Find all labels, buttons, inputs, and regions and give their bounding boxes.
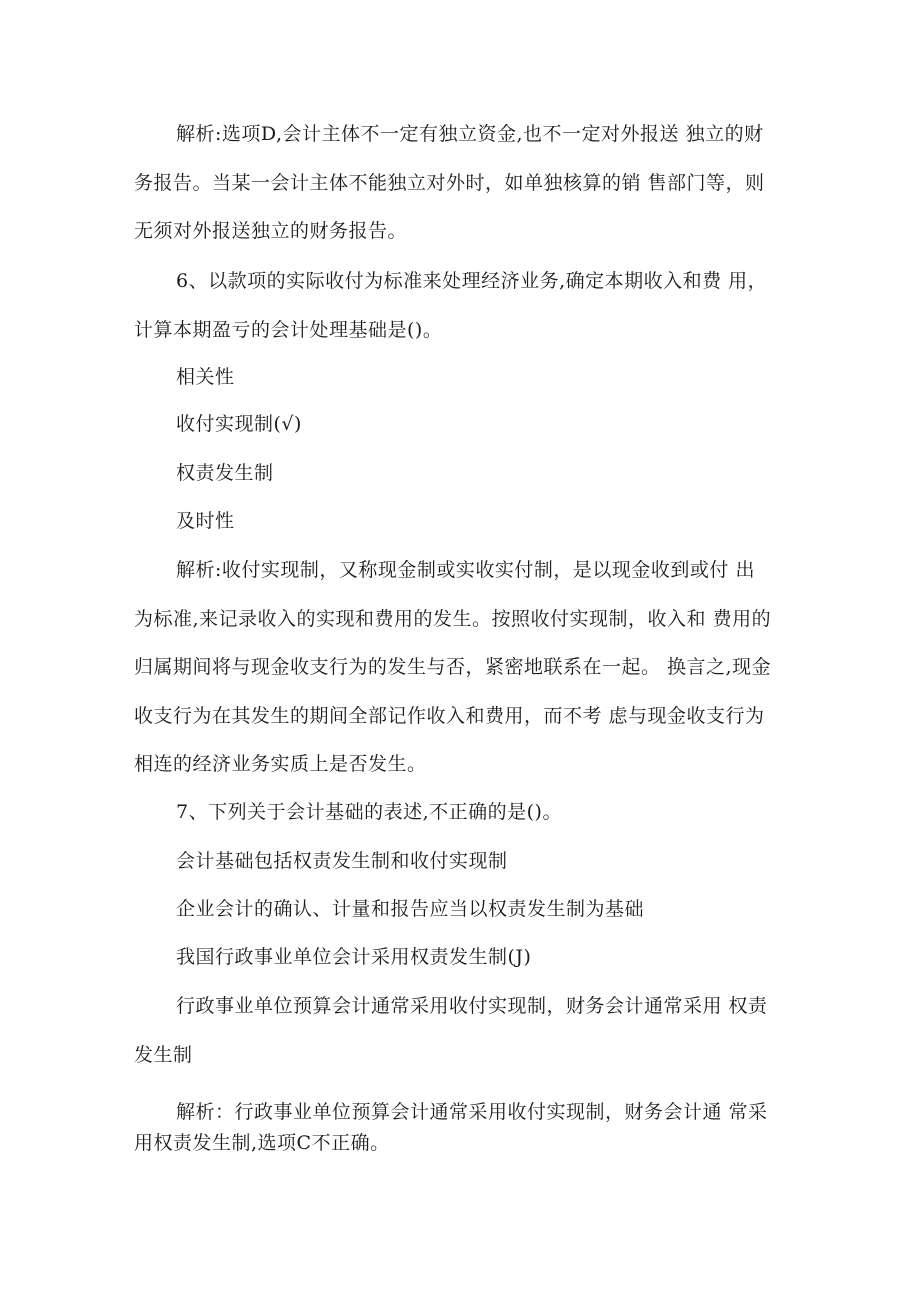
- explanation-6-line-4: 收支行为在其发生的期间全部记作收入和费用，而不考 虑与现金收支行为: [134, 705, 765, 727]
- explanation-6-line-2: 为标准,来记录收入的实现和费用的发生。按照收付实现制，收入和 费用的: [134, 608, 772, 630]
- question-6-line-1: 6、以款项的实际收付为标准来处理经济业务,确定本期收入和费 用，: [176, 270, 768, 292]
- explanation-5-line-2: 务报告。当某一会计主体不能独立对外时，如单独核算的销 售部门等，则: [134, 172, 765, 194]
- question-7: 7、下列关于会计基础的表述,不正确的是()。: [176, 801, 562, 823]
- option-6b: 收付实现制(√): [176, 413, 302, 435]
- option-7b: 企业会计的确认、计量和报告应当以权责发生制为基础: [176, 898, 645, 920]
- option-6d: 及时性: [176, 510, 235, 532]
- explanation-7-line-1: 解析：行政事业单位预算会计通常采用收付实现制，财务会计通 常采: [176, 1101, 768, 1123]
- option-7d-line-2: 发生制: [134, 1044, 193, 1066]
- option-6a: 相关性: [176, 366, 235, 388]
- option-6c: 权责发生制: [176, 462, 274, 484]
- explanation-6-line-1: 解析:收付实现制，又称现金制或实收实付制，是以现金收到或付 出: [176, 559, 755, 581]
- explanation-5-line-1: 解析:选项D,会计主体不一定有独立资金,也不一定对外报送 独立的财: [176, 123, 764, 145]
- explanation-6-line-5: 相连的经济业务实质上是否发生。: [134, 753, 427, 775]
- question-6-line-2: 计算本期盈亏的会计处理基础是()。: [134, 319, 443, 341]
- explanation-5-line-3: 无须对外报送独立的财务报告。: [134, 220, 408, 242]
- explanation-7-line-2: 用权责发生制,选项C不正确。: [134, 1132, 390, 1154]
- explanation-6-line-3: 归属期间将与现金收支行为的发生与否，紧密地联系在一起。 换言之,现金: [134, 656, 772, 678]
- option-7d-line-1: 行政事业单位预算会计通常采用收付实现制，财务会计通常采用 权责: [176, 995, 768, 1017]
- option-7a: 会计基础包括权责发生制和收付实现制: [176, 850, 508, 872]
- option-7c: 我国行政事业单位会计采用权责发生制(J): [176, 946, 532, 968]
